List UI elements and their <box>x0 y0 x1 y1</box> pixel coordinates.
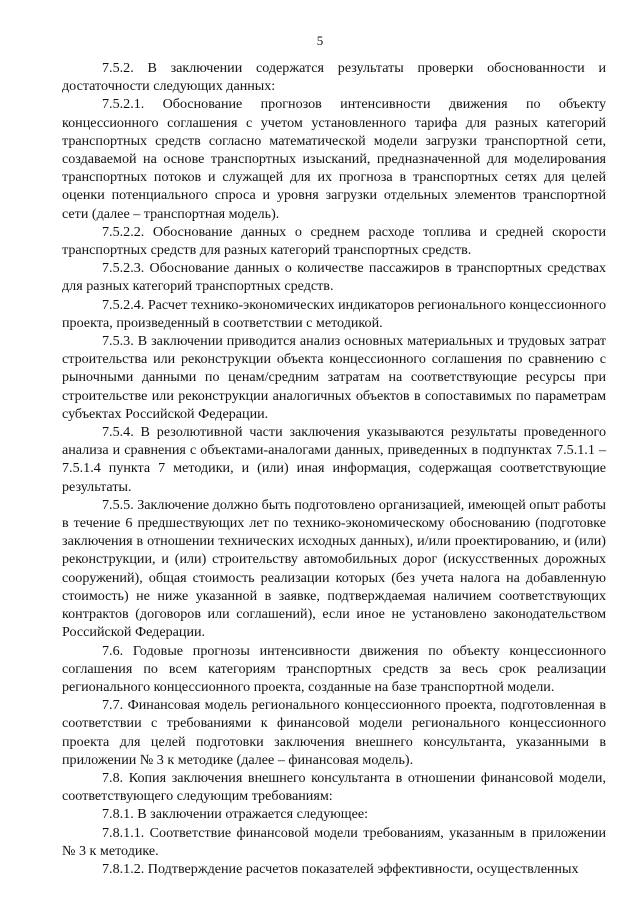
paragraph-7-8-1-2: 7.8.1.2. Подтверждение расчетов показателей эффективности, осуществленных <box>102 860 579 877</box>
page-number: 5 <box>316 33 324 48</box>
paragraph-7-5-2-1: 7.5.2.1. Обоснование прогнозов интенсивности движения по объекту концессионного соглашения с учетом установленного тарифа для разных категорий транспортных средств согласно математической модели загрузки транспортной сети, создаваемой на основе транспортных изысканий, предназначенной для моделирования транспортных потоков и служащей для их прогноза в транспортных сетях для целей оценки потенциального спроса и уровня загрузки отдельных элементов транспортной сети (далее – транспортная модель). <box>62 96 606 222</box>
paragraph-7-7: 7.7. Финансовая модель регионального концессионного проекта, подготовленная в соответствии с требованиями к финансовой модели регионального концессионного проекта для целей подготовки заключения внешнего консультанта, указанными в приложении № 3 к методике (далее – финансовая модель). <box>62 697 606 768</box>
paragraph-7-6: 7.6. Годовые прогнозы интенсивности движения по объекту концессионного соглашения по всем категориям транспортных средств за весь срок реализации регионального концессионного проекта, созданные на базе транспортной модели. <box>62 642 606 695</box>
paragraph-7-5-2-2: 7.5.2.2. Обоснование данных о среднем расходе топлива и средней скорости транспортных средств для разных категорий транспортных средств. <box>62 223 606 259</box>
paragraph-7-5-2-4: 7.5.2.4. Расчет технико-экономических индикаторов регионального концессионного проекта, произведенный в соответствии с методикой. <box>62 296 606 331</box>
paragraph-7-5-2-3: 7.5.2.3. Обоснование данных о количестве пассажиров в транспортных средствах для разных категорий транспортных средств. <box>62 260 606 295</box>
paragraph-7-5-3: 7.5.3. В заключении приводится анализ основных материальных и трудовых затрат строительства или реконструкции объекта концессионного соглашения по сравнению с рыночными данными по ценам/средним затратам на соответствующие ресурсы при строительстве или реконструкции аналогичных объектов в сопоставимых по параметрам субъектах Российской Федерации. <box>62 333 606 422</box>
paragraph-7-5-5: 7.5.5. Заключение должно быть подготовлено организацией, имеющей опыт работы в течение 6 предшествующих лет по технико-экономическому обоснованию (подготовке заключения в отношении технических исходных данных), и/или проектированию, и (или) реконструкции, и (или) строительству автомобильных дорог (искусственных дорожных сооружений), общая стоимость реализации которых (без учета налога на добавленную стоимость) не ниже указанной в заявке, подтверждаемая наличием соответствующих контрактов (договоров или соглашений), если иное не установлено законодательством Российской Федерации. <box>62 496 606 641</box>
paragraph-7-8-1: 7.8.1. В заключении отражается следующее: <box>102 806 369 823</box>
paragraph-7-8: 7.8. Копия заключения внешнего консультанта в отношении финансовой модели, соответствующего следующим требованиям: <box>62 769 606 805</box>
paragraph-7-8-1-1: 7.8.1.1. Соответствие финансовой модели требованиям, указанным в приложении № 3 к методике. <box>62 824 606 859</box>
paragraph-7-5-2: 7.5.2. В заключении содержатся результаты проверки обоснованности и достаточности следующих данных: <box>62 60 606 95</box>
document-body <box>62 59 606 878</box>
paragraph-7-5-4: 7.5.4. В резолютивной части заключения указываются результаты проведенного анализа и сравнения с объектами-аналогами данных, приведенных в подпунктах 7.5.1.1 – 7.5.1.4 пункта 7 методики, и (или) иная информация, содержащая соответствующие результаты. <box>62 424 606 495</box>
